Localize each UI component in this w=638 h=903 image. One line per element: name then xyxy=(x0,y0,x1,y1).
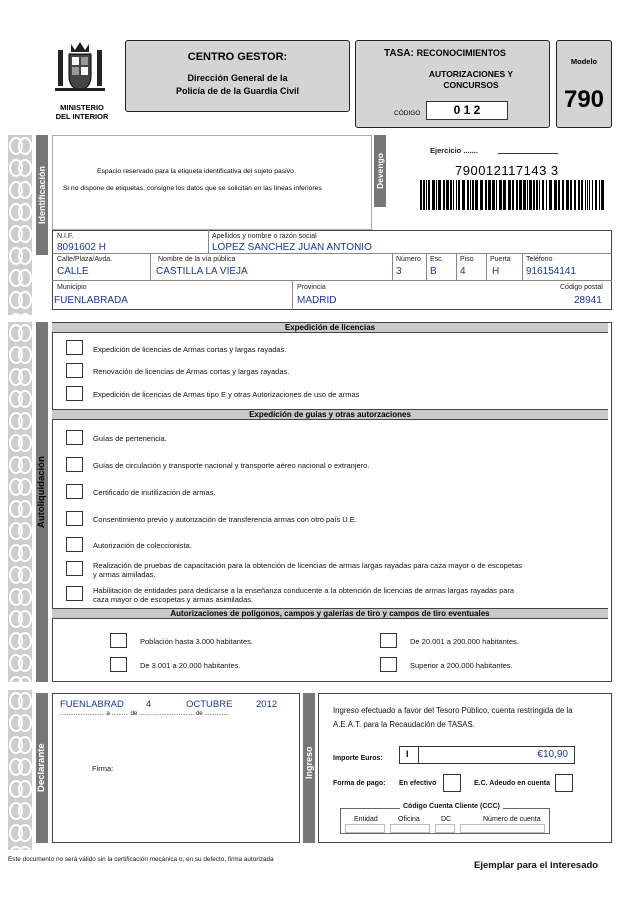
efectivo-checkbox[interactable] xyxy=(443,774,461,792)
ccc-oficina-label: Oficina xyxy=(398,816,420,823)
firma-label: Firma: xyxy=(92,764,114,773)
poligono-option-2: De 3.001 a 20.000 habitantes. xyxy=(140,661,241,670)
barcode-bar xyxy=(508,180,511,210)
barcode-bar xyxy=(589,180,590,210)
poligono-option-4: Superior a 200.000 habitantes. xyxy=(410,661,513,670)
barcode-bar xyxy=(446,180,449,210)
importe-value: €10,90 xyxy=(537,749,568,760)
barcode-bar xyxy=(554,180,557,210)
ejercicio-input[interactable] xyxy=(498,140,558,154)
barcode-bar xyxy=(601,180,604,210)
licencia-option-2: Renovación de licencias de Armas cortas y largas rayadas. xyxy=(93,367,290,376)
modelo-label: Modelo xyxy=(570,57,598,66)
via-value[interactable]: CASTILLA LA VIEJA xyxy=(156,266,248,277)
barcode-bar xyxy=(523,180,526,210)
tasa-subtitle-2: CONCURSOS xyxy=(443,80,499,90)
barcode-bar xyxy=(549,180,552,210)
municipio-value[interactable]: FUENLABRADA xyxy=(54,295,128,306)
anio-value[interactable]: 2012 xyxy=(256,699,278,710)
licencia-checkbox-2[interactable] xyxy=(66,363,83,378)
provincia-label: Provincia xyxy=(297,284,326,291)
barcode-bar xyxy=(595,180,597,210)
barcode-number: 790012117143 3 xyxy=(455,163,559,178)
decorative-strip-middle xyxy=(8,322,32,682)
guia-checkbox-5[interactable] xyxy=(66,537,83,552)
barcode-bar xyxy=(539,180,540,210)
barcode-bar xyxy=(472,180,474,210)
barcode-bar xyxy=(529,180,532,210)
via-label: Nombre de la vía pública xyxy=(158,256,236,263)
coat-of-arms-icon xyxy=(55,40,105,98)
ccc-cuenta-label: Número de cuenta xyxy=(483,816,541,823)
calle-label: Calle/Plaza/Avda. xyxy=(57,256,113,263)
barcode-bar xyxy=(492,180,495,210)
barcode-bar xyxy=(592,180,593,210)
poligono-checkbox-1[interactable] xyxy=(110,633,127,648)
tasa-title: RECONOCIMIENTOS xyxy=(416,48,506,58)
ccc-oficina-input[interactable] xyxy=(390,824,430,833)
poligono-checkbox-2[interactable] xyxy=(110,657,127,672)
modelo-box xyxy=(556,40,612,128)
barcode-bar xyxy=(436,180,437,210)
esc-label: Esc. xyxy=(430,256,444,263)
poligonos-section-title: Autorizaciones de polígonos, campos y galerías de tiro y campos de tiro eventuales xyxy=(52,608,608,619)
tasa-box xyxy=(355,40,550,128)
ccc-cuenta-input[interactable] xyxy=(460,824,545,833)
barcode-bar xyxy=(587,180,588,210)
ccc-entidad-input[interactable] xyxy=(345,824,385,833)
licencia-option-1: Expedición de licencias de Armas cortas y largas rayadas. xyxy=(93,345,287,354)
guia-option-5: Autorización de coleccionista. xyxy=(93,541,192,550)
barcode-bar xyxy=(519,180,522,210)
telefono-value[interactable]: 916154141 xyxy=(526,266,577,277)
licencia-option-3: Expedición de licencias de Armas tipo E y otras Autorizaciones de uso de armas xyxy=(93,390,360,399)
numero-label: Número xyxy=(396,256,421,263)
guia-option-1: Guías de pertenencia. xyxy=(93,434,167,443)
ministry-name xyxy=(38,103,126,121)
barcode-bar xyxy=(527,180,528,210)
poligono-option-3: De 20.001 a 200.000 habitantes. xyxy=(410,637,519,646)
efectivo-label: En efectivo xyxy=(399,780,437,787)
label-area-text-1: Espacio reservado para la etiqueta identificativa del sujeto pasivo xyxy=(97,168,294,175)
barcode-bar xyxy=(542,180,544,210)
barcode-bar xyxy=(426,180,427,210)
esc-value[interactable]: B xyxy=(430,266,437,277)
municipio-label: Municipio xyxy=(57,284,87,291)
barcode-bar xyxy=(570,180,572,210)
ccc-dc-label: DC xyxy=(441,816,452,823)
footer-note: Este documento no será válido sin la certificación mecánica o, en su defecto, firma autorizada xyxy=(8,856,274,863)
barcode-bar xyxy=(574,180,576,210)
ccc-entidad-label: Entidad xyxy=(354,816,378,823)
cp-value[interactable]: 28941 xyxy=(574,295,602,306)
nif-value[interactable]: 8091602 H xyxy=(57,242,106,253)
devengo-side-label: Devengo xyxy=(374,135,386,207)
mes-value[interactable]: OCTUBRE xyxy=(186,699,233,710)
telefono-label: Teléfono xyxy=(526,256,553,263)
guia-option-6-line-2: y armas aimiladas. xyxy=(93,570,156,579)
barcode-bar xyxy=(450,180,452,210)
guilloche-pattern-icon xyxy=(8,690,32,850)
calle-value[interactable]: CALLE xyxy=(57,266,89,277)
barcode-bar xyxy=(432,180,435,210)
modelo-number: 790 xyxy=(563,86,605,113)
barcode-bar xyxy=(499,180,502,210)
tasa-label: TASA: xyxy=(384,48,414,59)
barcode-bar xyxy=(536,180,538,210)
label-area-text-2: Si no dispone de etiquetas, consigne los datos que se solicitan en las líneas inferiores xyxy=(63,185,322,192)
ejemplar-label: Ejemplar para el interesado xyxy=(474,860,599,871)
barcode-bar xyxy=(458,180,460,210)
barcode-bar xyxy=(578,180,580,210)
nombre-label: Apellidos y nombre o razón social xyxy=(212,233,317,240)
barcode-bar xyxy=(516,180,518,210)
guia-option-2: Guías de circulación y transporte nacional y transporte aéreo nacional o extranjero. xyxy=(93,461,370,470)
codigo-label: CÓDIGO xyxy=(394,110,421,117)
barcode-bar xyxy=(462,180,465,210)
ingreso-side-label: Ingreso xyxy=(303,693,315,843)
guia-option-7-line-2: caza mayor o de escopetas y armas asimiladas. xyxy=(93,595,254,604)
barcode-bar xyxy=(480,180,483,210)
guia-option-7-line-1: Habilitación de entidades para dedicarse a la enseñanza conducente a la obtención de licencias de armas largas rayadas para xyxy=(93,586,515,595)
codigo-value-box: 0 1 2 xyxy=(426,101,508,120)
identificacion-side-label: Identificación xyxy=(36,135,48,255)
barcode-bar xyxy=(428,180,430,210)
guia-checkbox-7[interactable] xyxy=(66,586,83,601)
autoliquidacion-frame xyxy=(52,322,612,682)
centro-gestor-box xyxy=(125,40,350,112)
barcode-icon xyxy=(420,180,605,210)
piso-label: Piso xyxy=(460,256,474,263)
forma-pago-label: Forma de pago: xyxy=(333,780,386,787)
declarante-side-label: Declarante xyxy=(36,693,48,843)
barcode-bar xyxy=(456,180,457,210)
importe-label: Importe Euros: xyxy=(333,755,383,762)
importe-field[interactable] xyxy=(399,746,575,764)
barcode-bar xyxy=(423,180,425,210)
barcode-bar xyxy=(512,180,514,210)
barcode-bar xyxy=(546,180,547,210)
label-reserved-area xyxy=(52,135,372,230)
poligono-checkbox-4[interactable] xyxy=(380,657,397,672)
barcode-bar xyxy=(467,180,469,210)
nif-label: N.I.F. xyxy=(57,233,74,240)
ccc-dc-input[interactable] xyxy=(435,824,455,833)
centro-gestor-label: CENTRO GESTOR: xyxy=(187,51,288,63)
guia-option-4: Consentimiento previo y autorización de transferencia armas con otro país U.E. xyxy=(93,515,357,524)
barcode-bar xyxy=(470,180,471,210)
centro-gestor-line-1: Dirección General de la xyxy=(187,73,288,83)
barcode-bar xyxy=(503,180,506,210)
decorative-strip-top xyxy=(8,135,32,315)
licencia-checkbox-1[interactable] xyxy=(66,340,83,355)
ingreso-text-2: A.E.A.T. para la Recaudación de TASAS. xyxy=(333,720,475,729)
date-pattern: .......................... a .......... de ................................ de .............. xyxy=(60,710,229,717)
barcode-bar xyxy=(485,180,487,210)
barcode-bar xyxy=(562,180,564,210)
ingreso-text-1: Ingreso efectuado a favor del Tesoro Público, cuenta restringida de la xyxy=(333,706,573,715)
barcode-bar xyxy=(558,180,560,210)
guias-section-title: Expedición de guías y otras autorzaciones xyxy=(52,409,608,420)
licencias-section-title: Expedición de licencias xyxy=(52,322,608,333)
barcode-bar xyxy=(496,180,497,210)
guia-checkbox-1[interactable] xyxy=(66,430,83,445)
importe-prefix: I xyxy=(406,749,409,759)
barcode-bar xyxy=(453,180,454,210)
guia-checkbox-3[interactable] xyxy=(66,484,83,499)
provincia-value[interactable]: MADRID xyxy=(297,295,337,306)
poligono-checkbox-3[interactable] xyxy=(380,633,397,648)
guilloche-pattern-icon xyxy=(8,135,32,315)
dia-value[interactable]: 4 xyxy=(146,699,152,710)
decorative-strip-bottom xyxy=(8,690,32,850)
adeudo-label: E.C. Adeudo en cuenta xyxy=(474,780,550,787)
guia-checkbox-4[interactable] xyxy=(66,511,83,526)
barcode-bar xyxy=(488,180,491,210)
ministry-line-1: MINISTERIO xyxy=(60,103,104,112)
adeudo-checkbox[interactable] xyxy=(555,774,573,792)
ejercicio-label: Ejercicio ....... xyxy=(430,146,478,155)
centro-gestor-line-2: Policía de de la Guardia Civil xyxy=(175,86,300,96)
lugar-value[interactable]: FUENLABRAD xyxy=(60,699,124,710)
barcode-bar xyxy=(533,180,535,210)
guia-checkbox-6[interactable] xyxy=(66,561,83,576)
barcode-bar xyxy=(581,180,583,210)
ministry-line-2: DEL INTERIOR xyxy=(55,112,109,121)
puerta-value[interactable]: H xyxy=(492,266,500,277)
poligono-option-1: Población hasta 3.000 habitantes. xyxy=(140,637,254,646)
guia-checkbox-2[interactable] xyxy=(66,457,83,472)
numero-value[interactable]: 3 xyxy=(396,266,402,277)
barcode-bar xyxy=(420,180,422,210)
licencia-checkbox-3[interactable] xyxy=(66,386,83,401)
barcode-bar xyxy=(438,180,441,210)
guia-option-3: Certificado de inutilización de armas. xyxy=(93,488,216,497)
guilloche-pattern-icon xyxy=(8,322,32,682)
tasa-subtitle-1: AUTORIZACIONES Y xyxy=(428,69,514,79)
cp-label: Código postal xyxy=(560,284,603,291)
puerta-label: Puerta xyxy=(490,256,511,263)
barcode-bar xyxy=(585,180,586,210)
autoliquidacion-side-label: Autoliquidación xyxy=(36,322,48,682)
ccc-title: Código Cuenta Cliente (CCC) xyxy=(400,803,503,810)
barcode-bar xyxy=(566,180,569,210)
nombre-value[interactable]: LOPEZ SANCHEZ JUAN ANTONIO xyxy=(212,242,372,253)
barcode-bar xyxy=(475,180,478,210)
barcode-bar xyxy=(599,180,600,210)
guia-option-6-line-1: Realización de pruebas de capacitación para la obtención de licencias de armas largas rayadas para caza mayor o de escopetas xyxy=(93,561,523,570)
piso-value[interactable]: 4 xyxy=(460,266,466,277)
barcode-bar xyxy=(443,180,445,210)
